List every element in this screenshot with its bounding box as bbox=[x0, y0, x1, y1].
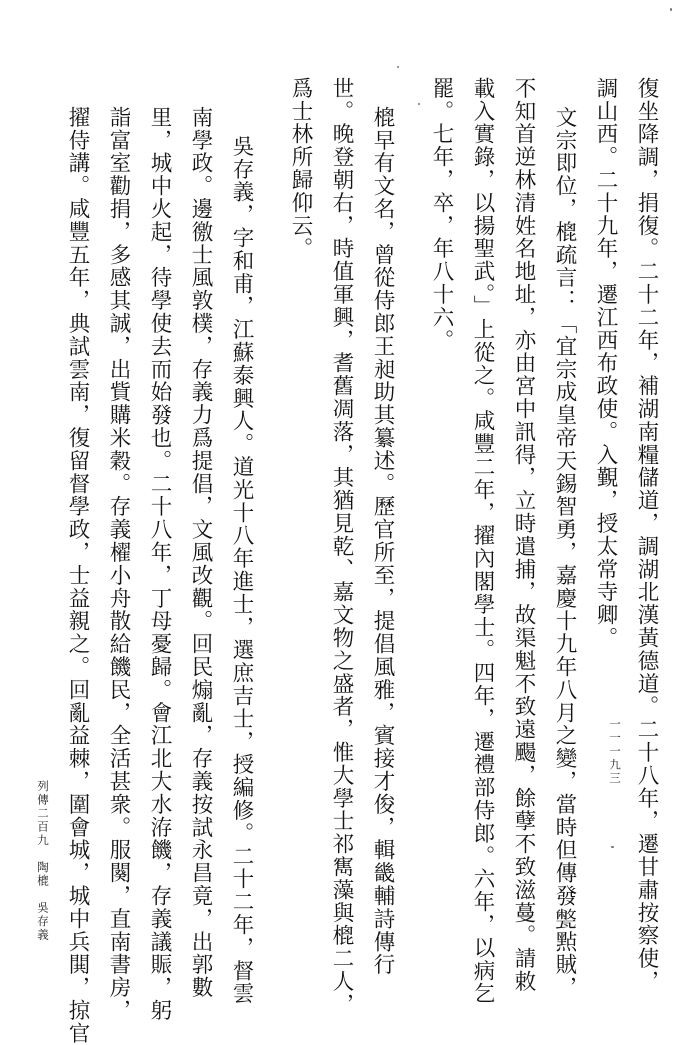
running-head: 列傳二百九 陶㮰 吳存義 bbox=[36, 780, 50, 942]
text-column: 不知首逆林清姓名地址，亦由宮中訊得，立時遣捕，故渠魁不致遠颺，餘孽不致滋蔓。請敕 bbox=[511, 77, 536, 993]
text-column: 調山西。二十九年，遷江西布政使。入覲，授太常寺卿。 bbox=[593, 77, 618, 650]
text-column: 復坐降調，捐復。二十二年，補湖南糧儲道，調湖北漢黃德道。二十八年，遷甘肅按察使， bbox=[634, 77, 659, 993]
text-column: 㮰早有文名，曾從侍郎王昶助其纂述。歷官所至，提倡風雅，賓接才俊，輯畿輔詩傳行 bbox=[370, 106, 395, 977]
text-column: 載入實錄，以揚聖武。」上從之。咸豐二年，擢內閣學士。四年，遷禮部侍郎。六年，以病乞 bbox=[470, 77, 495, 1006]
scan-speck bbox=[418, 103, 420, 105]
text-column: 罷。七年，卒，年八十六。 bbox=[429, 77, 454, 352]
text-column: 擢侍講。咸豐五年，典試雲南，復留督學政，士益親之。回亂益棘，圍會城，城中兵閧，掠官 bbox=[65, 106, 90, 1045]
text-column: 詣富室勸捐，多感其誠，出貲購米穀。存義櫂小舟散給饑民，全活甚衆。服闋，直南書房， bbox=[106, 106, 131, 1022]
text-column: 南學政。邊徼士風敦樸，存義力爲提倡，文風改觀。回民煽亂，存義按試永昌竟，出郭數 bbox=[188, 106, 213, 1000]
text-column: 世。晚登朝右，時值軍興，耆舊凋落，其猶見乾、嘉文物之盛者，惟大學士祁寯藻與㮰二人， bbox=[329, 77, 354, 1016]
scan-speck bbox=[670, 8, 672, 11]
page-number: 一一一九三 bbox=[608, 718, 622, 786]
text-column: 里，城中火起，待學使去而始發也。二十八年，丁母憂歸。會江北大水洊饑，存義議賑，躬 bbox=[147, 106, 172, 1022]
text-column: 文宗即位，㮰疏言：「宜宗成皇帝天錫智勇，嘉慶十九年八月之變，當時但傳發𤮕㸃賊， bbox=[552, 106, 577, 1000]
scan-speck bbox=[611, 846, 614, 848]
text-column: 吳存義，字和甫，江蘇泰興人。道光十八年進士，選庶吉士，授編修。二十二年，督雲 bbox=[229, 135, 254, 1006]
scan-speck bbox=[397, 66, 399, 68]
text-column: 爲士林所歸仰云。 bbox=[288, 77, 313, 261]
